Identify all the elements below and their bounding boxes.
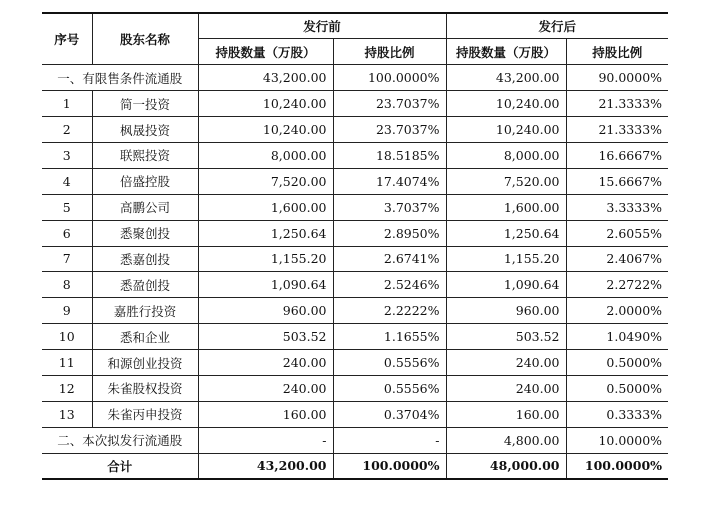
row-shareholder-name: 悉盈创投 (92, 272, 198, 298)
table-row (42, 91, 668, 117)
row-shareholder-name: 和源创业投资 (92, 350, 198, 376)
after-shares: 4,800.00 (446, 427, 566, 453)
after-shares: 1,600.00 (446, 194, 566, 220)
before-ratio: 1.1655% (333, 324, 446, 350)
after-ratio: 15.6667% (566, 168, 668, 194)
after-ratio: 2.6055% (566, 220, 668, 246)
before-ratio: 18.5185% (333, 142, 446, 168)
row-seq: 10 (42, 324, 92, 350)
row-shareholder-name: 朱雀股权投资 (92, 375, 198, 401)
after-ratio: 21.3333% (566, 117, 668, 143)
row-shareholder-name: 朱雀丙申投资 (92, 401, 198, 427)
row-shareholder-name: 悉和企业 (92, 324, 198, 350)
after-shares: 160.00 (446, 401, 566, 427)
table-row (42, 375, 668, 401)
before-ratio: 0.5556% (333, 350, 446, 376)
table-row (42, 142, 668, 168)
after-ratio: 90.0000% (566, 65, 668, 91)
after-shares: 10,240.00 (446, 117, 566, 143)
before-ratio: 2.6741% (333, 246, 446, 272)
row-shareholder-name: 联熙投资 (92, 142, 198, 168)
row-shareholder-name: 嘉胜行投资 (92, 298, 198, 324)
category-label: 二、本次拟发行流通股 (42, 427, 198, 453)
before-ratio: 0.3704% (333, 401, 446, 427)
before-shares: 240.00 (198, 350, 333, 376)
before-shares: 960.00 (198, 298, 333, 324)
row-seq: 5 (42, 194, 92, 220)
before-shares: 10,240.00 (198, 117, 333, 143)
after-shares: 1,250.64 (446, 220, 566, 246)
after-shares: 43,200.00 (446, 65, 566, 91)
table-row (42, 168, 668, 194)
before-ratio: 23.7037% (333, 91, 446, 117)
table-row (42, 65, 668, 91)
table-row (42, 350, 668, 376)
header-before-shares: 持股数量（万股） (198, 39, 333, 65)
header-after: 发行后 (446, 13, 668, 39)
table-row (42, 220, 668, 246)
before-shares: 43,200.00 (198, 65, 333, 91)
before-shares: 7,520.00 (198, 168, 333, 194)
row-shareholder-name: 悉聚创投 (92, 220, 198, 246)
row-shareholder-name: 简一投资 (92, 91, 198, 117)
row-shareholder-name: 悉嘉创投 (92, 246, 198, 272)
after-shares: 960.00 (446, 298, 566, 324)
after-shares: 48,000.00 (446, 453, 566, 479)
after-ratio: 2.2722% (566, 272, 668, 298)
after-shares: 7,520.00 (446, 168, 566, 194)
after-ratio: 1.0490% (566, 324, 668, 350)
shareholding-table (42, 12, 668, 480)
row-seq: 4 (42, 168, 92, 194)
before-shares: 160.00 (198, 401, 333, 427)
row-seq: 9 (42, 298, 92, 324)
after-ratio: 0.3333% (566, 401, 668, 427)
table-row (42, 246, 668, 272)
after-shares: 240.00 (446, 350, 566, 376)
before-ratio: 17.4074% (333, 168, 446, 194)
after-ratio: 10.0000% (566, 427, 668, 453)
after-shares: 8,000.00 (446, 142, 566, 168)
before-shares: 503.52 (198, 324, 333, 350)
after-ratio: 0.5000% (566, 375, 668, 401)
row-seq: 12 (42, 375, 92, 401)
total-row (42, 453, 668, 479)
before-shares: 43,200.00 (198, 453, 333, 479)
after-shares: 240.00 (446, 375, 566, 401)
before-ratio: 0.5556% (333, 375, 446, 401)
before-shares: 10,240.00 (198, 91, 333, 117)
row-seq: 11 (42, 350, 92, 376)
after-ratio: 0.5000% (566, 350, 668, 376)
before-ratio: 100.0000% (333, 65, 446, 91)
after-ratio: 2.4067% (566, 246, 668, 272)
after-ratio: 100.0000% (566, 453, 668, 479)
header-before-ratio: 持股比例 (333, 39, 446, 65)
before-shares: 1,155.20 (198, 246, 333, 272)
row-seq: 8 (42, 272, 92, 298)
before-ratio: - (333, 427, 446, 453)
table-row (42, 298, 668, 324)
after-ratio: 16.6667% (566, 142, 668, 168)
row-seq: 7 (42, 246, 92, 272)
before-shares: 1,600.00 (198, 194, 333, 220)
after-shares: 1,090.64 (446, 272, 566, 298)
table-row (42, 194, 668, 220)
category-label: 一、有限售条件流通股 (42, 65, 198, 91)
total-label: 合计 (42, 453, 198, 479)
before-ratio: 2.5246% (333, 272, 446, 298)
row-seq: 6 (42, 220, 92, 246)
row-seq: 13 (42, 401, 92, 427)
table-row (42, 117, 668, 143)
before-ratio: 100.0000% (333, 453, 446, 479)
after-ratio: 21.3333% (566, 91, 668, 117)
header-before: 发行前 (198, 13, 446, 39)
table-body (42, 65, 668, 479)
table-row (42, 272, 668, 298)
before-ratio: 3.7037% (333, 194, 446, 220)
after-shares: 503.52 (446, 324, 566, 350)
before-shares: 240.00 (198, 375, 333, 401)
row-shareholder-name: 倍盛控股 (92, 168, 198, 194)
shareholding-table-container (42, 12, 668, 480)
before-shares: - (198, 427, 333, 453)
row-seq: 1 (42, 91, 92, 117)
row-shareholder-name: 枫晟投资 (92, 117, 198, 143)
before-shares: 8,000.00 (198, 142, 333, 168)
row-seq: 2 (42, 117, 92, 143)
after-shares: 10,240.00 (446, 91, 566, 117)
table-row (42, 401, 668, 427)
row-seq: 3 (42, 142, 92, 168)
header-name: 股东名称 (92, 13, 198, 65)
row-shareholder-name: 高鹏公司 (92, 194, 198, 220)
before-shares: 1,250.64 (198, 220, 333, 246)
header-seq: 序号 (42, 13, 92, 65)
after-shares: 1,155.20 (446, 246, 566, 272)
before-ratio: 23.7037% (333, 117, 446, 143)
table-row (42, 427, 668, 453)
before-shares: 1,090.64 (198, 272, 333, 298)
header-after-shares: 持股数量（万股） (446, 39, 566, 65)
before-ratio: 2.2222% (333, 298, 446, 324)
table-row (42, 324, 668, 350)
after-ratio: 3.3333% (566, 194, 668, 220)
after-ratio: 2.0000% (566, 298, 668, 324)
header-after-ratio: 持股比例 (566, 39, 668, 65)
before-ratio: 2.8950% (333, 220, 446, 246)
